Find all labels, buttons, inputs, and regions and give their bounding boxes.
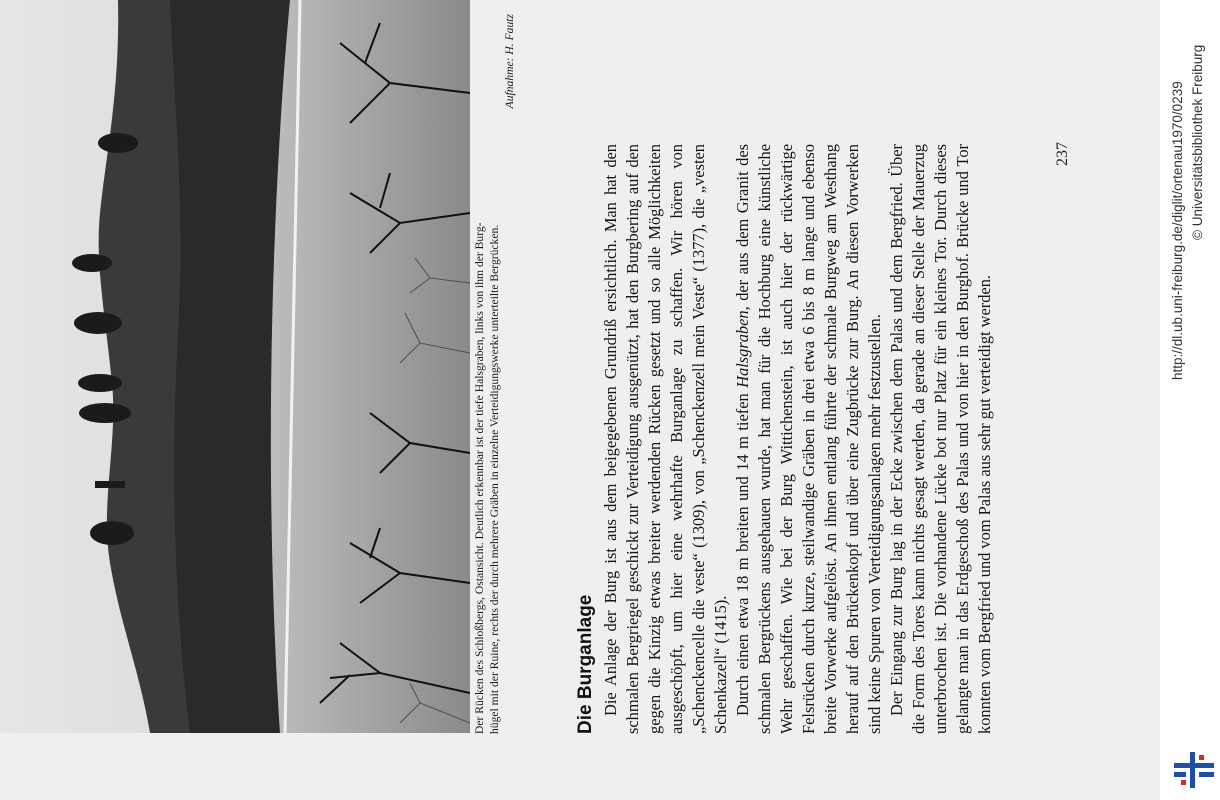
caption-line-2: hügel mit der Ruine, rechts der durch mehrere Gräben in einzelne Verteidigungswerke unterteilte Bergrücken.	[488, 224, 501, 734]
sidebar-rotated	[1160, 0, 1220, 800]
paragraph-2	[732, 144, 886, 734]
caption-line-1: Der Rücken des Schloßbergs, Ostansicht. Deutlich erkennbar ist der tiefe Halsgraben, links von ihm der Burg-	[473, 222, 486, 734]
paragraph-1: Die Anlage der Burg ist aus dem beigegebenen Grundriß ersichtlich. Man hat den schmalen Bergriegel geschickt zur Verteidigung ausgenützt, hat den Burgbering auf den gegen die Kinzig etwas breiter werdenden Rücken gesetzt und so alle Möglichkeiten ausgeschöpft, um hier eine wehrhafte Burganlage zu schaffen. Wir hören von „Schenckencelle die veste“ (1309), von „Schenckenzell mein Veste“ (1377), die „vesten Schenkazell“ (1415).	[601, 144, 730, 734]
paragraph-2-rest: der aus dem Granit des schmalen Bergrückens ausgehauen wurde, hat man für die Hochburg eine künstliche Wehr geschaffen. Wie bei der Burg Wittichenstein, ist auch hier der rückwärtige Felsrücken durch kurze, steilwandige Gräben in drei etwa 6 bis 8 m lange und ebenso breite Vorwerke aufgelöst. An ihnen entlang führte der schmale Burgweg am Westhang herauf auf den Brückenkopf und über eine Zugbrücke zur Burg. An diesen Vorwerken sind keine Spuren von Verteidigungsanlagen mehr festzustellen.	[733, 144, 884, 734]
paragraph-2-start: Durch einen etwa 18 m breiten und 14 m tiefen	[733, 387, 752, 716]
permalink-url[interactable]: http://dl.ub.uni-freiburg.de/diglit/ortenau1970/0239	[1170, 81, 1185, 380]
ub-freiburg-logo-icon[interactable]	[1172, 750, 1216, 790]
landscape-photo	[0, 0, 470, 733]
paragraph-3: Der Eingang zur Burg lag in der Ecke zwischen dem Palas und dem Bergfried. Über die Form des Tores kann nichts gesagt werden, da gerade an dieser Stelle der Mauerzug unterbrochen ist. Die vorhandene Lücke bot nur Platz für ein kleines Tor. Durch dieses gelangte man in das Erdgeschoß des Palas und von hier in den Burghof. Brücke und Tor konnten vom Bergfried und vom Palas aus sehr gut verteidigt werden.	[887, 144, 994, 734]
copyright-notice: © Universitätsbibliothek Freiburg	[1190, 44, 1205, 240]
photo-credit: Aufnahme: H. Fautz	[503, 14, 516, 109]
page-number: 237	[1054, 142, 1071, 166]
halsgraben-term: Halsgraben,	[733, 306, 752, 388]
section-title: Die Burganlage	[575, 594, 596, 734]
photo-caption	[472, 14, 517, 734]
body-text	[600, 144, 996, 734]
repository-sidebar	[1160, 0, 1220, 800]
